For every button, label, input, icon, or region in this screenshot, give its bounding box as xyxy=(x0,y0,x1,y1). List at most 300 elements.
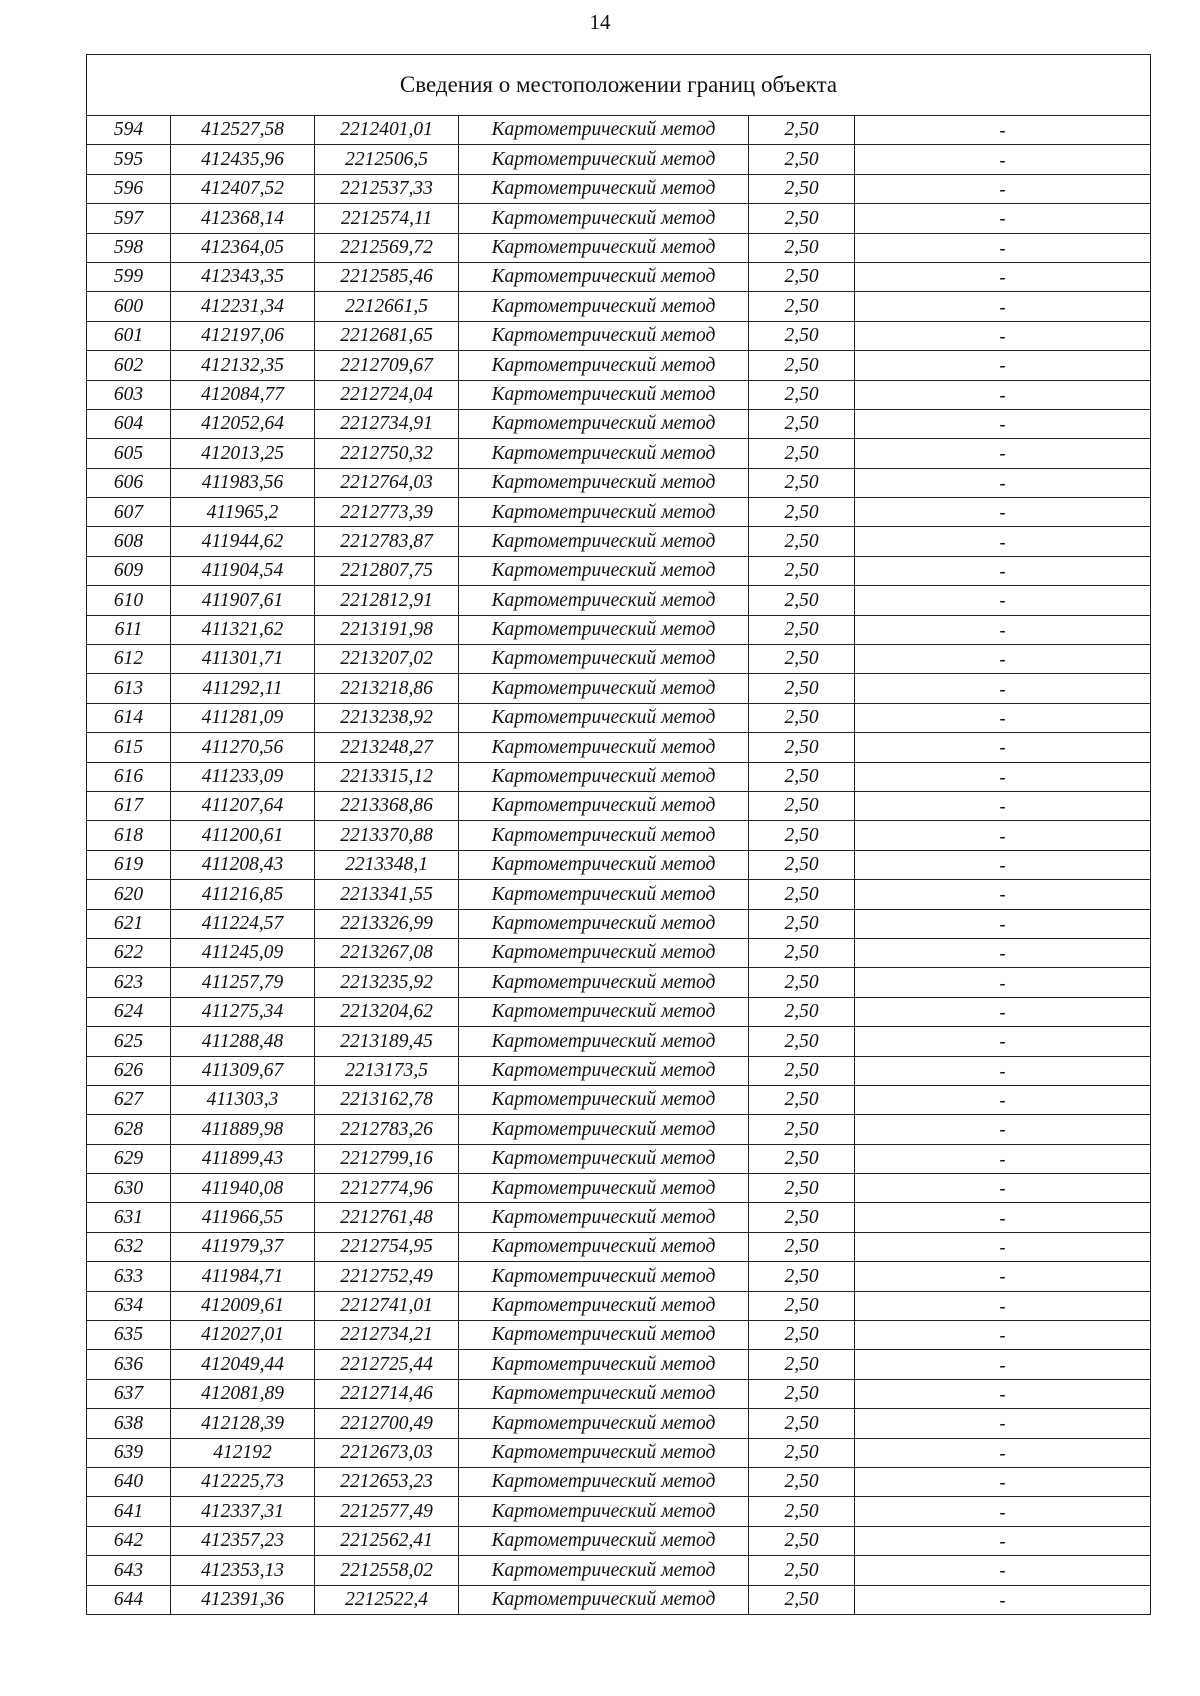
boundary-coordinates-table xyxy=(86,54,1151,1615)
cell-point-number: 603 xyxy=(87,380,171,409)
cell-coordinate-y: 2213315,12 xyxy=(315,762,459,791)
cell-coordinate-y: 2212653,23 xyxy=(315,1467,459,1496)
cell-coordinate-y: 2212558,02 xyxy=(315,1556,459,1585)
cell-method: Картометрический метод xyxy=(459,1321,749,1350)
cell-coordinate-x: 412368,14 xyxy=(171,204,315,233)
cell-coordinate-x: 411288,48 xyxy=(171,1027,315,1056)
cell-method: Картометрический метод xyxy=(459,1056,749,1085)
cell-point-number: 612 xyxy=(87,645,171,674)
cell-point-number: 643 xyxy=(87,1556,171,1585)
cell-precision: 2,50 xyxy=(749,1321,855,1350)
cell-coordinate-x: 411303,3 xyxy=(171,1085,315,1114)
cell-coordinate-y: 2213173,5 xyxy=(315,1056,459,1085)
table-row xyxy=(87,1262,1151,1291)
cell-coordinate-y: 2213191,98 xyxy=(315,615,459,644)
cell-description: - xyxy=(855,174,1151,203)
cell-coordinate-y: 2213348,1 xyxy=(315,850,459,879)
cell-coordinate-x: 412081,89 xyxy=(171,1379,315,1408)
table-row xyxy=(87,674,1151,703)
cell-coordinate-x: 411907,61 xyxy=(171,586,315,615)
cell-point-number: 601 xyxy=(87,321,171,350)
table-row xyxy=(87,233,1151,262)
cell-description: - xyxy=(855,233,1151,262)
cell-point-number: 615 xyxy=(87,733,171,762)
cell-point-number: 598 xyxy=(87,233,171,262)
cell-coordinate-y: 2212714,46 xyxy=(315,1379,459,1408)
cell-point-number: 624 xyxy=(87,997,171,1026)
cell-coordinate-x: 411245,09 xyxy=(171,938,315,967)
cell-coordinate-y: 2212537,33 xyxy=(315,174,459,203)
cell-method: Картометрический метод xyxy=(459,791,749,820)
cell-precision: 2,50 xyxy=(749,1262,855,1291)
cell-method: Картометрический метод xyxy=(459,968,749,997)
cell-precision: 2,50 xyxy=(749,1027,855,1056)
cell-coordinate-y: 2212681,65 xyxy=(315,321,459,350)
cell-description: - xyxy=(855,586,1151,615)
cell-coordinate-x: 411983,56 xyxy=(171,468,315,497)
table-row xyxy=(87,145,1151,174)
cell-description: - xyxy=(855,674,1151,703)
table-row xyxy=(87,1350,1151,1379)
cell-coordinate-x: 411257,79 xyxy=(171,968,315,997)
cell-description: - xyxy=(855,351,1151,380)
cell-method: Картометрический метод xyxy=(459,439,749,468)
cell-precision: 2,50 xyxy=(749,1438,855,1467)
cell-method: Картометрический метод xyxy=(459,850,749,879)
cell-coordinate-x: 412084,77 xyxy=(171,380,315,409)
cell-precision: 2,50 xyxy=(749,174,855,203)
cell-description: - xyxy=(855,1203,1151,1232)
cell-method: Картометрический метод xyxy=(459,586,749,615)
cell-coordinate-y: 2212761,48 xyxy=(315,1203,459,1232)
cell-point-number: 611 xyxy=(87,615,171,644)
cell-description: - xyxy=(855,321,1151,350)
cell-precision: 2,50 xyxy=(749,586,855,615)
cell-description: - xyxy=(855,380,1151,409)
cell-coordinate-x: 412231,34 xyxy=(171,292,315,321)
cell-precision: 2,50 xyxy=(749,1409,855,1438)
cell-point-number: 644 xyxy=(87,1585,171,1614)
cell-method: Картометрический метод xyxy=(459,1027,749,1056)
cell-coordinate-x: 411292,11 xyxy=(171,674,315,703)
cell-coordinate-y: 2212807,75 xyxy=(315,556,459,585)
cell-precision: 2,50 xyxy=(749,791,855,820)
cell-description: - xyxy=(855,615,1151,644)
cell-coordinate-x: 411965,2 xyxy=(171,498,315,527)
cell-precision: 2,50 xyxy=(749,1526,855,1555)
cell-description: - xyxy=(855,1556,1151,1585)
cell-coordinate-y: 2212661,5 xyxy=(315,292,459,321)
cell-method: Картометрический метод xyxy=(459,997,749,1026)
cell-precision: 2,50 xyxy=(749,762,855,791)
cell-point-number: 619 xyxy=(87,850,171,879)
cell-coordinate-x: 411207,64 xyxy=(171,791,315,820)
cell-coordinate-x: 411904,54 xyxy=(171,556,315,585)
cell-point-number: 609 xyxy=(87,556,171,585)
cell-coordinate-x: 411233,09 xyxy=(171,762,315,791)
cell-coordinate-y: 2212724,04 xyxy=(315,380,459,409)
cell-point-number: 602 xyxy=(87,351,171,380)
cell-coordinate-x: 411979,37 xyxy=(171,1232,315,1261)
table-row xyxy=(87,439,1151,468)
cell-description: - xyxy=(855,204,1151,233)
cell-coordinate-x: 411301,71 xyxy=(171,645,315,674)
cell-precision: 2,50 xyxy=(749,409,855,438)
table-row xyxy=(87,791,1151,820)
cell-precision: 2,50 xyxy=(749,1291,855,1320)
table-row xyxy=(87,1056,1151,1085)
cell-method: Картометрический метод xyxy=(459,116,749,145)
cell-method: Картометрический метод xyxy=(459,1409,749,1438)
cell-precision: 2,50 xyxy=(749,703,855,732)
table-row xyxy=(87,262,1151,291)
cell-precision: 2,50 xyxy=(749,674,855,703)
table-row xyxy=(87,1526,1151,1555)
cell-method: Картометрический метод xyxy=(459,1203,749,1232)
cell-coordinate-x: 412052,64 xyxy=(171,409,315,438)
table-row xyxy=(87,1144,1151,1173)
cell-point-number: 641 xyxy=(87,1497,171,1526)
cell-coordinate-x: 411889,98 xyxy=(171,1115,315,1144)
cell-method: Картометрический метод xyxy=(459,174,749,203)
cell-point-number: 629 xyxy=(87,1144,171,1173)
cell-point-number: 610 xyxy=(87,586,171,615)
cell-coordinate-y: 2212574,11 xyxy=(315,204,459,233)
cell-method: Картометрический метод xyxy=(459,1350,749,1379)
cell-method: Картометрический метод xyxy=(459,1438,749,1467)
cell-precision: 2,50 xyxy=(749,1379,855,1408)
cell-description: - xyxy=(855,880,1151,909)
table-title: Сведения о местоположении границ объекта xyxy=(87,55,1151,116)
table-row xyxy=(87,1467,1151,1496)
cell-description: - xyxy=(855,703,1151,732)
cell-coordinate-y: 2212725,44 xyxy=(315,1350,459,1379)
table-row xyxy=(87,968,1151,997)
cell-coordinate-x: 412027,01 xyxy=(171,1321,315,1350)
cell-description: - xyxy=(855,1438,1151,1467)
cell-description: - xyxy=(855,997,1151,1026)
cell-coordinate-x: 411224,57 xyxy=(171,909,315,938)
cell-method: Картометрический метод xyxy=(459,1262,749,1291)
table-row xyxy=(87,997,1151,1026)
cell-description: - xyxy=(855,468,1151,497)
cell-coordinate-y: 2213238,92 xyxy=(315,703,459,732)
cell-method: Картометрический метод xyxy=(459,645,749,674)
table-row xyxy=(87,938,1151,967)
cell-method: Картометрический метод xyxy=(459,1174,749,1203)
table-row xyxy=(87,351,1151,380)
table-row xyxy=(87,1438,1151,1467)
cell-method: Картометрический метод xyxy=(459,468,749,497)
cell-point-number: 617 xyxy=(87,791,171,820)
cell-coordinate-x: 411309,67 xyxy=(171,1056,315,1085)
cell-method: Картометрический метод xyxy=(459,1585,749,1614)
cell-coordinate-y: 2212401,01 xyxy=(315,116,459,145)
cell-coordinate-x: 411216,85 xyxy=(171,880,315,909)
cell-description: - xyxy=(855,1115,1151,1144)
cell-method: Картометрический метод xyxy=(459,351,749,380)
cell-precision: 2,50 xyxy=(749,468,855,497)
cell-precision: 2,50 xyxy=(749,498,855,527)
cell-point-number: 597 xyxy=(87,204,171,233)
cell-precision: 2,50 xyxy=(749,116,855,145)
cell-precision: 2,50 xyxy=(749,292,855,321)
cell-coordinate-y: 2212734,21 xyxy=(315,1321,459,1350)
cell-precision: 2,50 xyxy=(749,556,855,585)
cell-coordinate-x: 411275,34 xyxy=(171,997,315,1026)
cell-precision: 2,50 xyxy=(749,1203,855,1232)
cell-description: - xyxy=(855,1262,1151,1291)
cell-coordinate-x: 412013,25 xyxy=(171,439,315,468)
cell-description: - xyxy=(855,1350,1151,1379)
cell-method: Картометрический метод xyxy=(459,1291,749,1320)
cell-coordinate-y: 2212577,49 xyxy=(315,1497,459,1526)
table-row xyxy=(87,880,1151,909)
cell-point-number: 613 xyxy=(87,674,171,703)
cell-point-number: 635 xyxy=(87,1321,171,1350)
cell-description: - xyxy=(855,1056,1151,1085)
cell-description: - xyxy=(855,791,1151,820)
table-row xyxy=(87,645,1151,674)
cell-method: Картометрический метод xyxy=(459,762,749,791)
cell-point-number: 608 xyxy=(87,527,171,556)
cell-description: - xyxy=(855,645,1151,674)
table-row xyxy=(87,498,1151,527)
cell-precision: 2,50 xyxy=(749,233,855,262)
cell-precision: 2,50 xyxy=(749,439,855,468)
table-row xyxy=(87,1174,1151,1203)
cell-precision: 2,50 xyxy=(749,351,855,380)
cell-method: Картометрический метод xyxy=(459,145,749,174)
cell-point-number: 605 xyxy=(87,439,171,468)
cell-coordinate-y: 2212764,03 xyxy=(315,468,459,497)
cell-method: Картометрический метод xyxy=(459,380,749,409)
cell-method: Картометрический метод xyxy=(459,703,749,732)
cell-coordinate-y: 2213218,86 xyxy=(315,674,459,703)
table-row xyxy=(87,1321,1151,1350)
cell-point-number: 620 xyxy=(87,880,171,909)
cell-method: Картометрический метод xyxy=(459,498,749,527)
cell-coordinate-x: 412049,44 xyxy=(171,1350,315,1379)
cell-precision: 2,50 xyxy=(749,1115,855,1144)
cell-description: - xyxy=(855,1497,1151,1526)
cell-coordinate-y: 2212741,01 xyxy=(315,1291,459,1320)
cell-description: - xyxy=(855,1585,1151,1614)
cell-description: - xyxy=(855,527,1151,556)
cell-description: - xyxy=(855,498,1151,527)
cell-coordinate-x: 412435,96 xyxy=(171,145,315,174)
cell-description: - xyxy=(855,439,1151,468)
cell-point-number: 604 xyxy=(87,409,171,438)
cell-description: - xyxy=(855,1085,1151,1114)
cell-precision: 2,50 xyxy=(749,938,855,967)
cell-method: Картометрический метод xyxy=(459,938,749,967)
cell-description: - xyxy=(855,262,1151,291)
cell-method: Картометрический метод xyxy=(459,1085,749,1114)
cell-point-number: 595 xyxy=(87,145,171,174)
table-row xyxy=(87,204,1151,233)
cell-method: Картометрический метод xyxy=(459,321,749,350)
cell-coordinate-x: 412407,52 xyxy=(171,174,315,203)
cell-point-number: 632 xyxy=(87,1232,171,1261)
cell-precision: 2,50 xyxy=(749,1556,855,1585)
cell-coordinate-y: 2213248,27 xyxy=(315,733,459,762)
cell-method: Картометрический метод xyxy=(459,1526,749,1555)
cell-coordinate-y: 2212562,41 xyxy=(315,1526,459,1555)
cell-method: Картометрический метод xyxy=(459,1115,749,1144)
cell-point-number: 639 xyxy=(87,1438,171,1467)
cell-method: Картометрический метод xyxy=(459,615,749,644)
cell-precision: 2,50 xyxy=(749,1585,855,1614)
cell-precision: 2,50 xyxy=(749,1467,855,1496)
cell-coordinate-x: 412527,58 xyxy=(171,116,315,145)
cell-description: - xyxy=(855,1526,1151,1555)
table-row xyxy=(87,909,1151,938)
cell-coordinate-y: 2212734,91 xyxy=(315,409,459,438)
cell-point-number: 628 xyxy=(87,1115,171,1144)
table-row xyxy=(87,1497,1151,1526)
cell-coordinate-y: 2213162,78 xyxy=(315,1085,459,1114)
table-row xyxy=(87,174,1151,203)
cell-coordinate-y: 2212773,39 xyxy=(315,498,459,527)
table-row xyxy=(87,850,1151,879)
cell-point-number: 630 xyxy=(87,1174,171,1203)
table-row xyxy=(87,1203,1151,1232)
page-number: 14 xyxy=(589,10,611,34)
cell-precision: 2,50 xyxy=(749,145,855,174)
cell-point-number: 600 xyxy=(87,292,171,321)
cell-method: Картометрический метод xyxy=(459,1556,749,1585)
cell-coordinate-x: 412225,73 xyxy=(171,1467,315,1496)
table-row xyxy=(87,556,1151,585)
cell-point-number: 631 xyxy=(87,1203,171,1232)
cell-precision: 2,50 xyxy=(749,1056,855,1085)
cell-coordinate-x: 412353,13 xyxy=(171,1556,315,1585)
table-row xyxy=(87,1027,1151,1056)
table-row xyxy=(87,586,1151,615)
cell-method: Картометрический метод xyxy=(459,204,749,233)
table-row xyxy=(87,733,1151,762)
cell-coordinate-x: 411200,61 xyxy=(171,821,315,850)
cell-method: Картометрический метод xyxy=(459,1144,749,1173)
cell-method: Картометрический метод xyxy=(459,733,749,762)
cell-point-number: 616 xyxy=(87,762,171,791)
cell-description: - xyxy=(855,409,1151,438)
table-body xyxy=(87,116,1151,1615)
cell-coordinate-x: 412343,35 xyxy=(171,262,315,291)
cell-precision: 2,50 xyxy=(749,1350,855,1379)
table-row xyxy=(87,527,1151,556)
cell-coordinate-y: 2213235,92 xyxy=(315,968,459,997)
cell-coordinate-y: 2213368,86 xyxy=(315,791,459,820)
table-row xyxy=(87,468,1151,497)
cell-coordinate-y: 2213341,55 xyxy=(315,880,459,909)
cell-precision: 2,50 xyxy=(749,733,855,762)
cell-description: - xyxy=(855,1144,1151,1173)
cell-precision: 2,50 xyxy=(749,380,855,409)
cell-precision: 2,50 xyxy=(749,645,855,674)
cell-method: Картометрический метод xyxy=(459,1467,749,1496)
cell-description: - xyxy=(855,1409,1151,1438)
cell-coordinate-y: 2212752,49 xyxy=(315,1262,459,1291)
cell-coordinate-y: 2212774,96 xyxy=(315,1174,459,1203)
table-row xyxy=(87,703,1151,732)
cell-point-number: 627 xyxy=(87,1085,171,1114)
cell-coordinate-y: 2212812,91 xyxy=(315,586,459,615)
cell-precision: 2,50 xyxy=(749,909,855,938)
table-row xyxy=(87,409,1151,438)
cell-coordinate-x: 411984,71 xyxy=(171,1262,315,1291)
cell-coordinate-x: 412391,36 xyxy=(171,1585,315,1614)
cell-point-number: 622 xyxy=(87,938,171,967)
cell-description: - xyxy=(855,1232,1151,1261)
cell-method: Картометрический метод xyxy=(459,880,749,909)
table-row xyxy=(87,1409,1151,1438)
cell-description: - xyxy=(855,1291,1151,1320)
table-row xyxy=(87,1115,1151,1144)
cell-coordinate-y: 2213189,45 xyxy=(315,1027,459,1056)
cell-precision: 2,50 xyxy=(749,997,855,1026)
cell-coordinate-x: 412337,31 xyxy=(171,1497,315,1526)
cell-coordinate-y: 2212522,4 xyxy=(315,1585,459,1614)
cell-coordinate-y: 2213207,02 xyxy=(315,645,459,674)
cell-description: - xyxy=(855,116,1151,145)
table-row xyxy=(87,821,1151,850)
cell-coordinate-x: 411321,62 xyxy=(171,615,315,644)
cell-coordinate-y: 2212783,26 xyxy=(315,1115,459,1144)
cell-description: - xyxy=(855,968,1151,997)
cell-coordinate-y: 2212569,72 xyxy=(315,233,459,262)
cell-description: - xyxy=(855,850,1151,879)
cell-precision: 2,50 xyxy=(749,850,855,879)
table-row xyxy=(87,1232,1151,1261)
cell-point-number: 594 xyxy=(87,116,171,145)
cell-precision: 2,50 xyxy=(749,821,855,850)
cell-point-number: 621 xyxy=(87,909,171,938)
cell-precision: 2,50 xyxy=(749,1174,855,1203)
cell-description: - xyxy=(855,145,1151,174)
cell-method: Картометрический метод xyxy=(459,409,749,438)
cell-point-number: 596 xyxy=(87,174,171,203)
cell-point-number: 614 xyxy=(87,703,171,732)
cell-coordinate-x: 411208,43 xyxy=(171,850,315,879)
table-row xyxy=(87,1585,1151,1614)
cell-method: Картометрический метод xyxy=(459,292,749,321)
cell-method: Картометрический метод xyxy=(459,1497,749,1526)
table-row xyxy=(87,1379,1151,1408)
cell-coordinate-x: 411281,09 xyxy=(171,703,315,732)
cell-description: - xyxy=(855,821,1151,850)
cell-point-number: 625 xyxy=(87,1027,171,1056)
cell-coordinate-x: 412197,06 xyxy=(171,321,315,350)
cell-coordinate-x: 411944,62 xyxy=(171,527,315,556)
cell-description: - xyxy=(855,292,1151,321)
cell-description: - xyxy=(855,1467,1151,1496)
cell-coordinate-y: 2212585,46 xyxy=(315,262,459,291)
cell-point-number: 618 xyxy=(87,821,171,850)
table-row xyxy=(87,1085,1151,1114)
table-row xyxy=(87,321,1151,350)
cell-description: - xyxy=(855,1174,1151,1203)
cell-coordinate-x: 411899,43 xyxy=(171,1144,315,1173)
cell-coordinate-y: 2213370,88 xyxy=(315,821,459,850)
cell-point-number: 606 xyxy=(87,468,171,497)
table-row xyxy=(87,292,1151,321)
cell-point-number: 623 xyxy=(87,968,171,997)
cell-precision: 2,50 xyxy=(749,968,855,997)
cell-point-number: 637 xyxy=(87,1379,171,1408)
table-title-row xyxy=(87,55,1151,116)
